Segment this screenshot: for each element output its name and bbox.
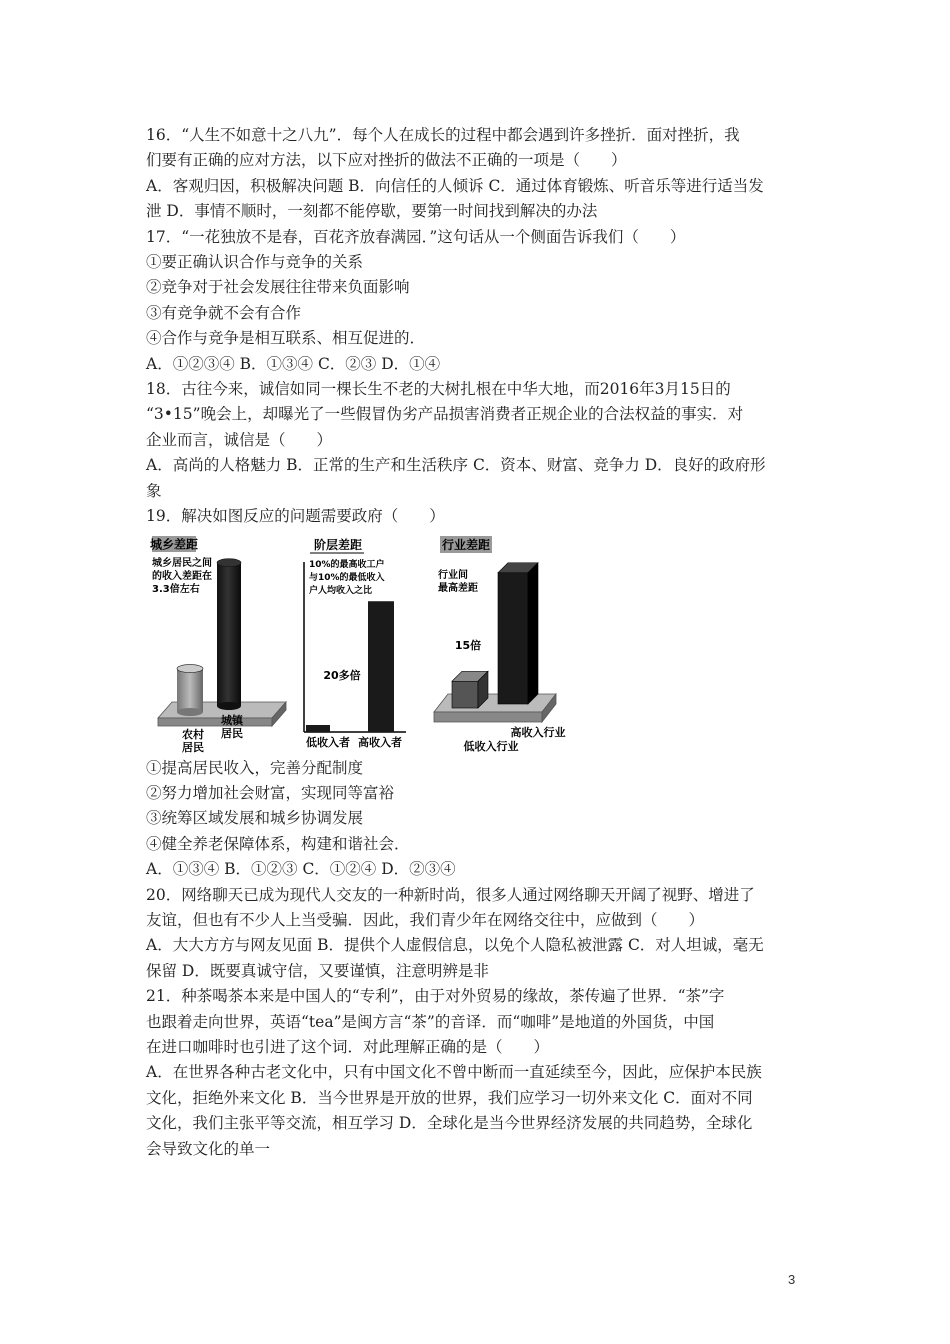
question-20: [146, 883, 806, 985]
q21-options-line: 文化，我们主张平等交流，相互学习 D．全球化是当今世界经济发展的共同趋势，全球化: [146, 1114, 753, 1133]
q18-options-line: A．高尚的人格魅力 B．正常的生产和生活秩序 C．资本、财富、竞争力 D．良好的政府形: [146, 456, 766, 475]
q17-options: A．①②③④ B．①③④ C．②③ D．①④: [146, 354, 441, 373]
chart3-bar-front: [498, 572, 528, 703]
chart2-category-label: 低收入者: [306, 735, 350, 749]
chart3-category-label: 高收入行业: [510, 725, 566, 739]
chart2-annotation-line: 户人均收入之比: [309, 585, 373, 596]
chart1-bar-body: [217, 562, 241, 705]
chart3-bar-0: [452, 671, 488, 708]
chart1-title: 城乡差距: [149, 537, 199, 551]
q21-options-line: 文化，拒绝外来文化 B．当今世界是开放的世界，我们应学习一切外来文化 C．面对不同: [146, 1088, 753, 1107]
chart3-title: 行业差距: [441, 537, 491, 552]
q20-line: 20．网络聊天已成为现代人交友的一种新时尚，很多人通过网络聊天开阔了视野、增进了: [146, 885, 755, 904]
chart2-annotation-line: 10%的最高收工户: [309, 559, 385, 570]
chart1-category-label: 居民: [182, 740, 204, 754]
income-gap-charts-svg: [146, 532, 566, 754]
q17-stem: 17．“一花独放不是春，百花齐放春满园．”这句话从一个侧面告诉我们（ ）: [146, 227, 686, 246]
chart1-category-label: 农村: [182, 727, 204, 741]
chart1-bar-0: [177, 664, 203, 715]
q21-line: 也跟着走向世界，英语“tea”是闽方言“茶”的音译．而“咖啡”是地道的外国货，中国: [146, 1012, 715, 1031]
chart3-annotation-line: 最高差距: [438, 582, 478, 594]
q21-options-line: A．在世界各种古老文化中，只有中国文化不曾中断而一直延续至今，因此，应保护本民族: [146, 1063, 762, 1082]
q16-line: 16．“人生不如意十之八九”．每个人在成长的过程中都会遇到许多挫折．面对挫折，我: [146, 126, 740, 144]
q19-options: A．①③④ B．①②③ C．①②④ D．②③④: [146, 860, 456, 879]
q19-statement: ④健全养老保障体系，构建和谐社会．: [146, 834, 410, 853]
q18-line: 企业而言，诚信是（ ）: [146, 430, 333, 449]
q19-stem: 19．解决如图反应的问题需要政府（ ）: [146, 507, 445, 526]
chart1-annotation-line: 的收入差距在: [152, 570, 212, 582]
chart3-bar-front: [452, 681, 478, 708]
chart2-value-label: 20多倍: [323, 668, 361, 682]
chart1-category-label: 城镇: [221, 713, 243, 727]
chart1-bar-1: [217, 558, 241, 709]
q16-options-line: A．客观归因，积极解决问题 B．向信任的人倾诉 C．通过体育锻炼、听音乐等进行适当发: [146, 176, 764, 195]
chart1-bar-top: [217, 558, 241, 566]
chart-class-gap: [304, 537, 406, 749]
q21-line: 在进口咖啡时也引进了这个词．对此理解正确的是（ ）: [146, 1037, 550, 1056]
q17-statement: ①要正确认识合作与竞争的关系: [146, 253, 364, 272]
page-content: [146, 123, 806, 1162]
q18-options-line: 象: [146, 481, 162, 500]
chart2-bar-0: [306, 725, 330, 732]
q20-line: 友谊，但也有不少人上当受骗．因此，我们青少年在网络交往中，应做到（ ）: [146, 910, 705, 929]
page-number: 3: [788, 1272, 796, 1287]
chart2-annotation-line: 与10%的最低收入: [309, 572, 385, 583]
q19-statement: ①提高居民收入，完善分配制度: [146, 758, 364, 777]
question-17: [146, 225, 806, 377]
q20-options-line: A．大大方方与网友见面 B．提供个人虚假信息，以免个人隐私被泄露 C．对人坦诚，毫无: [146, 936, 764, 955]
q21-line: 21．种茶喝茶本来是中国人的“专利”，由于对外贸易的缘故，茶传遍了世界．“茶”字: [146, 987, 725, 1006]
q21-options-line: 会导致文化的单一: [146, 1139, 271, 1158]
chart3-value-label: 15倍: [454, 638, 482, 652]
q19-statement: ②努力增加社会财富，实现同等富裕: [146, 783, 395, 802]
q17-statement: ③有竞争就不会有合作: [146, 303, 302, 322]
question-16: [146, 123, 806, 225]
q18-line: 18．古往今来，诚信如同一棵长生不老的大树扎根在中华大地，而2016年3月15日的: [146, 380, 731, 399]
chart1-category-label: 居民: [221, 726, 243, 740]
chart3-annotation-line: 行业间: [438, 569, 468, 581]
q16-line: 们要有正确的应对方法，以下应对挫折的做法不正确的一项是（ ）: [146, 151, 627, 170]
chart1-bar-body: [177, 668, 203, 711]
question-21: [146, 984, 806, 1162]
chart-urban-rural: [150, 536, 286, 754]
question-18: [146, 377, 806, 504]
chart2-bar-1: [368, 601, 394, 732]
chart2-category-label: 高收入者: [358, 735, 402, 749]
chart3-base-front: [434, 712, 542, 722]
chart1-bar-bottom: [217, 702, 241, 710]
chart2-title: 阶层差距: [313, 537, 363, 552]
q20-options-line: 保留 D．既要真诚守信，又要谨慎，注意明辨是非: [146, 961, 489, 980]
chart1-base-front: [158, 718, 272, 726]
question-19: [146, 504, 806, 882]
chart-industry-gap: [434, 536, 566, 753]
chart3-category-label: 低收入行业: [463, 739, 519, 753]
q18-line: “3•15”晚会上，却曝光了一些假冒伪劣产品损害消费者正规企业的合法权益的事实．对: [146, 405, 744, 424]
chart3-bar-side: [528, 562, 538, 703]
income-gap-figure: [146, 532, 566, 754]
q17-statement: ②竞争对于社会发展往往带来负面影响: [146, 278, 410, 297]
chart1-bar-top: [177, 664, 203, 672]
chart3-bar-1: [498, 562, 538, 703]
q17-statement: ④合作与竞争是相互联系、相互促进的．: [146, 329, 426, 348]
chart1-annotation-line: 3.3倍左右: [152, 583, 200, 595]
chart1-annotation-line: 城乡居民之间: [152, 557, 212, 569]
q19-statement: ③统筹区域发展和城乡协调发展: [146, 809, 364, 828]
chart1-bar-bottom: [177, 708, 203, 716]
q16-options-line: 泄 D．事情不顺时，一刻都不能停歇，要第一时间找到解决的办法: [146, 202, 598, 221]
